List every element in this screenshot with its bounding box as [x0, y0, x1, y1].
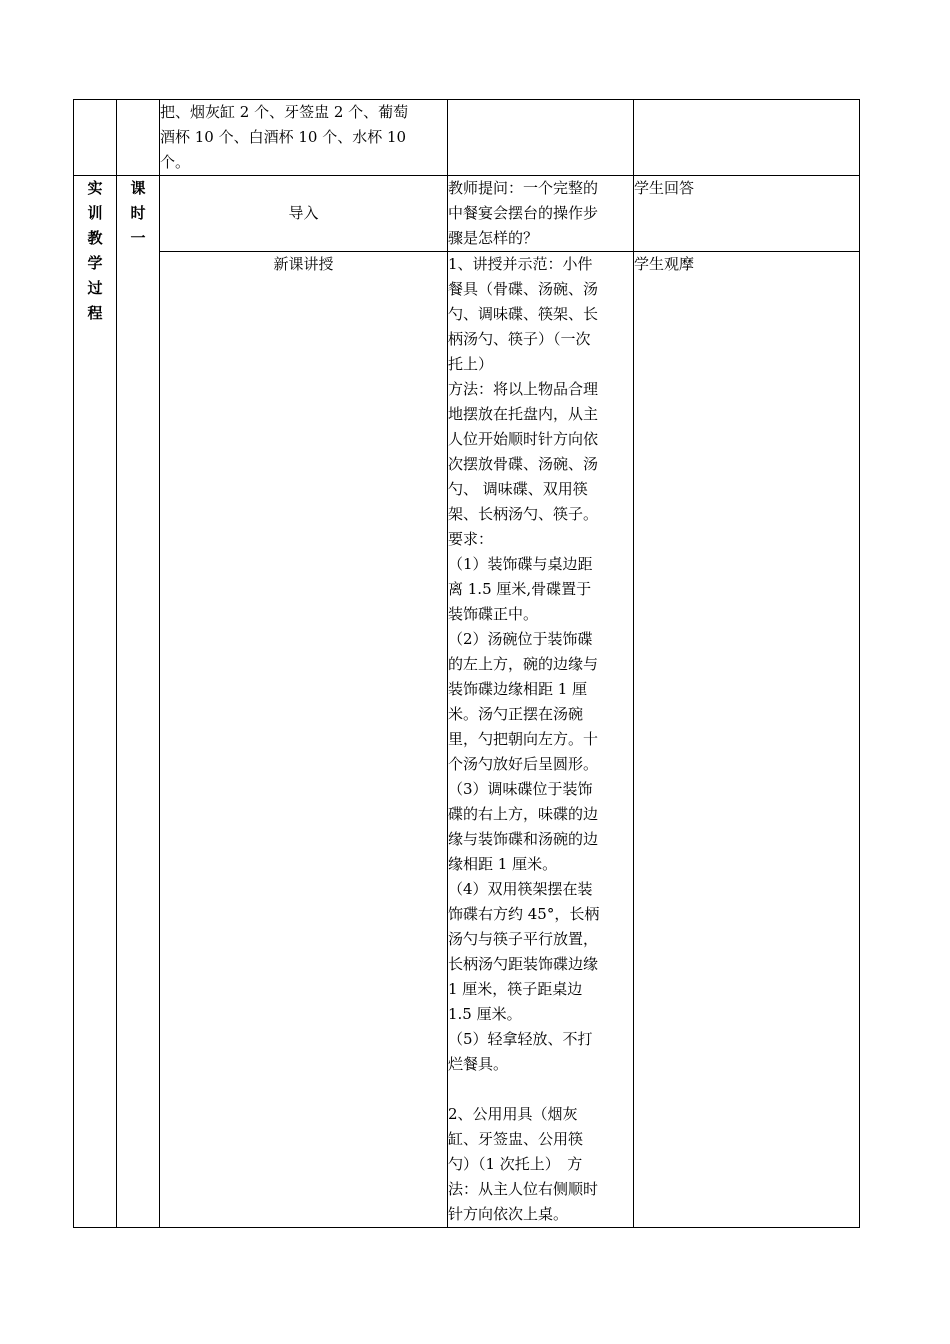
stage-intro-cell — [160, 176, 448, 252]
teacher-activity-line — [448, 1077, 633, 1102]
teacher-activity-line: （5）轻拿轻放、不打 — [448, 1030, 593, 1048]
empty-cell — [117, 100, 160, 176]
teacher-activity-line: 勺、 调味碟、双用筷 — [448, 480, 588, 498]
teacher-activity-new-lesson — [448, 252, 634, 1228]
teacher-activity-line: 离 1.5 厘米,骨碟置于 — [448, 580, 592, 598]
stage-new-lesson-label: 新课讲授 — [160, 252, 448, 1228]
materials-cell — [160, 100, 448, 176]
stage-intro-label: 导入 — [288, 203, 319, 222]
teacher-activity-line: 1、讲授并示范：小件 — [448, 255, 593, 273]
teacher-activity-line: 餐具（骨碟、汤碗、汤 — [448, 280, 599, 298]
teacher-activity-line: 地摆放在托盘内，从主 — [448, 405, 599, 423]
teacher-activity-line: 的左上方，碗的边缘与 — [448, 655, 599, 673]
teacher-activity-line: 2、公用用具（烟灰 — [448, 1105, 578, 1123]
empty-cell — [74, 100, 117, 176]
teacher-activity-line: 装饰碟边缘相距 1 厘 — [448, 680, 588, 698]
section-label-training-process: 实 训 教 学 过 程 — [74, 176, 117, 1228]
teacher-activity-line: 要求： — [448, 530, 494, 548]
empty-cell — [634, 100, 860, 176]
teacher-activity-line: 针方向依次上桌。 — [448, 1205, 569, 1223]
teacher-activity-line: 个汤勺放好后呈圆形。 — [448, 755, 599, 773]
materials-line: 个。 — [160, 153, 191, 171]
teacher-activity-line: 饰碟右方约 45°，长柄 — [448, 905, 600, 923]
teacher-activity-line: （3）调味碟位于装饰 — [448, 780, 593, 798]
teacher-activity-line: 缘相距 1 厘米。 — [448, 855, 558, 873]
student-activity-new-lesson: 学生观摩 — [634, 252, 860, 1228]
teacher-activity-lines — [448, 252, 633, 1227]
teacher-activity-line: 烂餐具。 — [448, 1055, 509, 1073]
teacher-activity-line: 汤勺与筷子平行放置， — [448, 930, 599, 948]
lesson-plan-table — [73, 99, 860, 1228]
teacher-activity-line: 柄汤勺、筷子）（一次 — [448, 330, 591, 348]
teacher-activity-line: （1）装饰碟与桌边距 — [448, 555, 593, 573]
teacher-activity-line: 方法：将以上物品合理 — [448, 380, 599, 398]
teacher-activity-line: 托上） — [448, 355, 494, 373]
teacher-activity-line: （4）双用筷架摆在装 — [448, 880, 593, 898]
teacher-activity-line: 装饰碟正中。 — [448, 605, 539, 623]
teacher-activity-line: 碟的右上方，味碟的边 — [448, 805, 599, 823]
student-activity-intro: 学生回答 — [634, 176, 860, 252]
table-row-new-lesson — [74, 252, 860, 1228]
teacher-activity-line: 缘与装饰碟和汤碗的边 — [448, 830, 599, 848]
materials-line: 酒杯 10 个、白酒杯 10 个、水杯 10 — [160, 128, 407, 146]
teacher-activity-line: 缸、牙签盅、公用筷 — [448, 1130, 584, 1148]
empty-cell — [448, 100, 634, 176]
teacher-activity-line: 勺、调味碟、筷架、长 — [448, 305, 599, 323]
teacher-activity-intro: 教师提问：一个完整的 中餐宴会摆台的操作步 骤是怎样的？ — [448, 176, 634, 252]
teacher-activity-line: 长柄汤勺距装饰碟边缘 — [448, 955, 599, 973]
teacher-activity-line: 里，勺把朝向左方。十 — [448, 730, 599, 748]
period-label: 课 时 一 — [117, 176, 160, 1228]
teacher-activity-line: 1 厘米，筷子距桌边 — [448, 980, 583, 998]
materials-line: 把、烟灰缸 2 个、牙签盅 2 个、葡萄 — [160, 103, 409, 121]
teacher-activity-line: （2）汤碗位于装饰碟 — [448, 630, 593, 648]
teacher-activity-line: 次摆放骨碟、汤碗、汤 — [448, 455, 599, 473]
teacher-activity-line: 架、长柄汤勺、筷子。 — [448, 505, 599, 523]
teacher-activity-line: 人位开始顺时针方向依 — [448, 430, 599, 448]
teacher-activity-line: 1.5 厘米。 — [448, 1005, 522, 1023]
teacher-activity-line: 勺）（1 次托上） 方 — [448, 1155, 583, 1173]
table-row-materials — [74, 100, 860, 176]
teacher-activity-line: 米。汤勺正摆在汤碗 — [448, 705, 584, 723]
teacher-activity-line: 法：从主人位右侧顺时 — [448, 1180, 599, 1198]
table-row-intro — [74, 176, 860, 252]
